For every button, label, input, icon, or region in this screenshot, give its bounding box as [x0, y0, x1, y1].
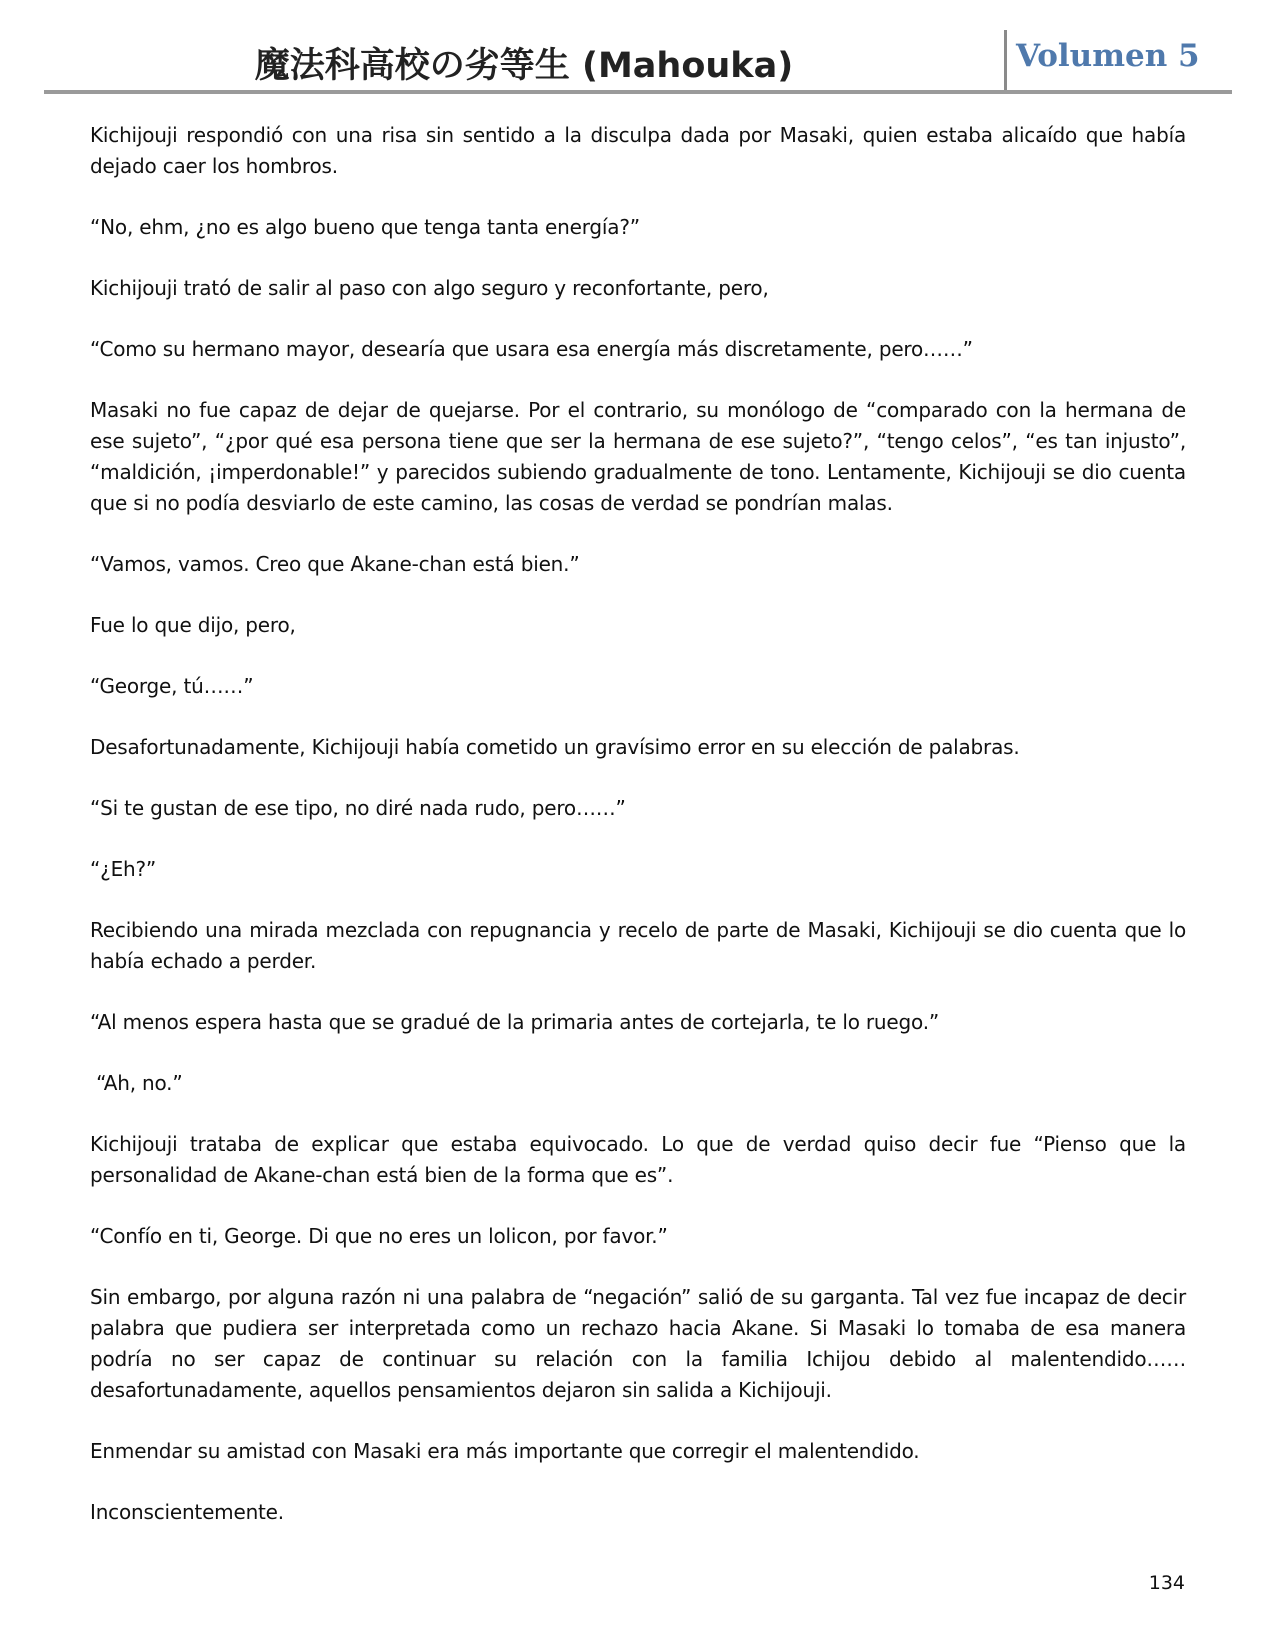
- paragraph: Desafortunadamente, Kichijouji había cometido un gravísimo error en su elección de palabras.: [90, 735, 1020, 759]
- paragraph: “Si te gustan de ese tipo, no diré nada rudo, pero……”: [90, 796, 626, 820]
- paragraph: “Como su hermano mayor, desearía que usara esa energía más discretamente, pero……”: [90, 337, 973, 361]
- page-body: [90, 120, 1186, 1558]
- header-rule: [44, 90, 1232, 94]
- paragraph: Enmendar su amistad con Masaki era más importante que corregir el malentendido.: [90, 1439, 920, 1463]
- paragraph: Masaki no fue capaz de dejar de quejarse. Por el contrario, su monólogo de “comparado con la hermana de ese sujeto”, “¿por qué esa persona tiene que ser la hermana de ese sujeto?”, “tengo celos”, “es tan injusto”, “maldición, ¡imperdonable!” y parecidos subiendo gradualmente de tono. Lentamente, Kichijouji se dio cuenta que si no podía desviarlo de este camino, las cosas de verdad se pondrían malas.: [90, 398, 1186, 515]
- page-header: [44, 28, 1232, 94]
- paragraph: Fue lo que dijo, pero,: [90, 613, 296, 637]
- paragraph: Kichijouji trataba de explicar que estaba equivocado. Lo que de verdad quiso decir fue “Pienso que la personalidad de Akane-chan está bien de la forma que es”.: [90, 1132, 1186, 1187]
- paragraph: Kichijouji respondió con una risa sin sentido a la disculpa dada por Masaki, quien estaba alicaído que había dejado caer los hombros.: [90, 123, 1186, 178]
- volume-label: Volumen 5: [1016, 38, 1200, 74]
- paragraph: “Confío en ti, George. Di que no eres un lolicon, por favor.”: [90, 1224, 668, 1248]
- paragraph: Inconscientemente.: [90, 1500, 284, 1524]
- paragraph: Kichijouji trató de salir al paso con algo seguro y reconfortante, pero,: [90, 276, 769, 300]
- paragraph: Sin embargo, por alguna razón ni una palabra de “negación” salió de su garganta. Tal vez fue incapaz de decir palabra que pudiera ser interpretada como un rechazo hacia Akane. Si Masaki lo tomaba de esa manera podría no ser capaz de continuar su relación con la familia Ichijou debido al malentendido…… desafortunadamente, aquellos pensamientos dejaron sin salida a Kichijouji.: [90, 1285, 1186, 1402]
- paragraph: “Al menos espera hasta que se gradué de la primaria antes de cortejarla, te lo ruego.”: [90, 1010, 940, 1034]
- header-divider: [1004, 30, 1007, 92]
- page-number: 134: [1148, 1572, 1185, 1594]
- paragraph: “Ah, no.”: [90, 1071, 183, 1095]
- paragraph: “No, ehm, ¿no es algo bueno que tenga tanta energía?”: [90, 215, 640, 239]
- paragraph: “Vamos, vamos. Creo que Akane-chan está bien.”: [90, 552, 580, 576]
- book-title: 魔法科高校の劣等生 (Mahouka): [254, 46, 794, 86]
- paragraph: Recibiendo una mirada mezclada con repugnancia y recelo de parte de Masaki, Kichijouji se dio cuenta que lo había echado a perder.: [90, 918, 1186, 973]
- paragraph: “George, tú……”: [90, 674, 254, 698]
- paragraph: “¿Eh?”: [90, 857, 157, 881]
